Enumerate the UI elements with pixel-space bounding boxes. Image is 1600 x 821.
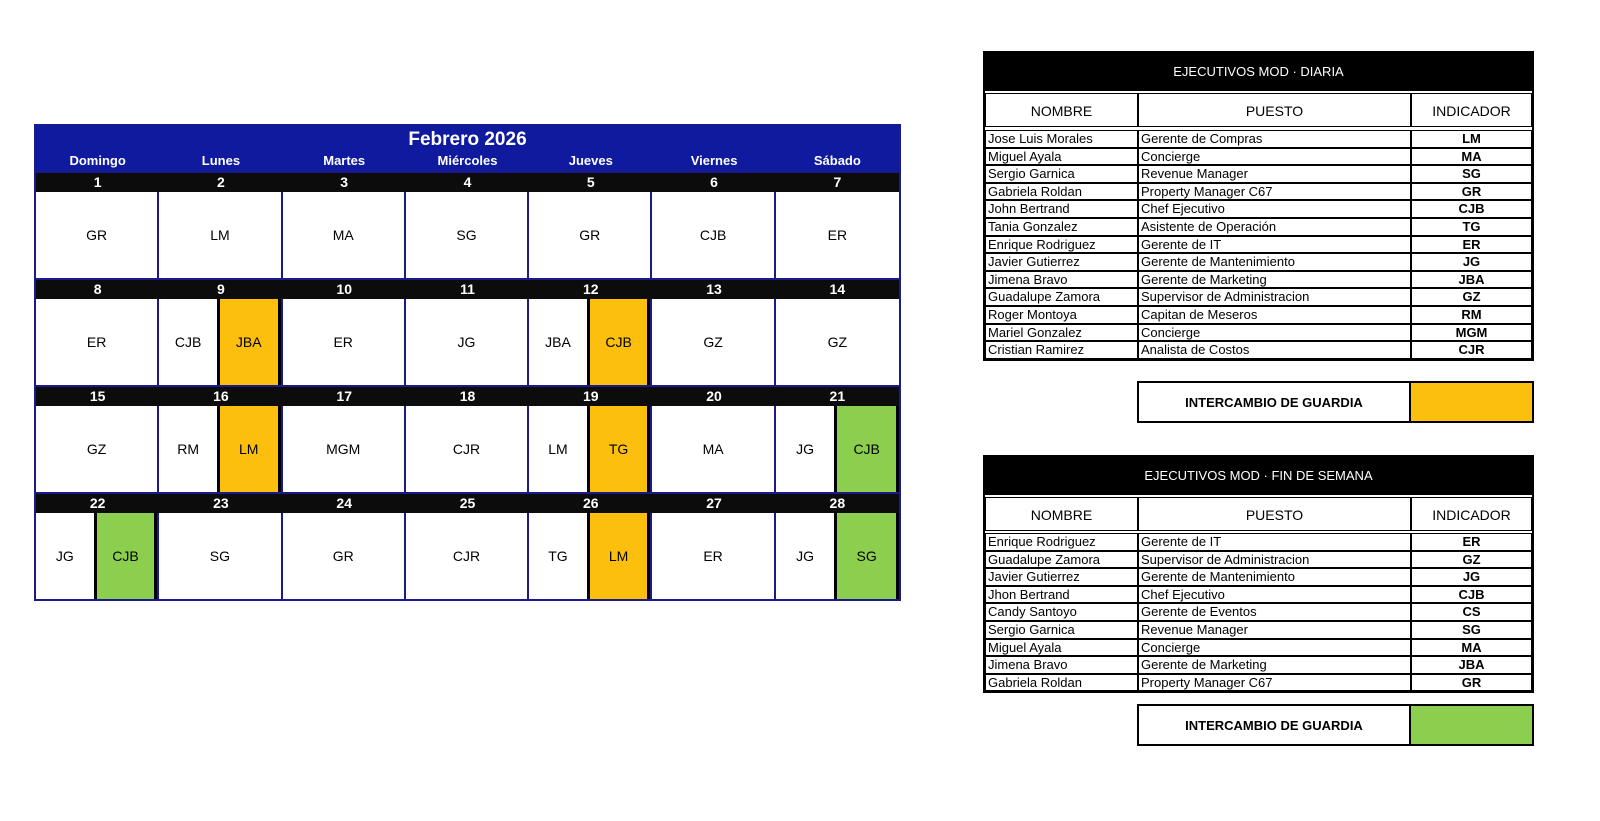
week-date-row bbox=[36, 492, 899, 513]
assignment: CJB bbox=[699, 227, 727, 243]
cell-indicador: SG bbox=[1411, 165, 1532, 183]
cell-nombre: Enrique Rodriguez bbox=[985, 236, 1138, 254]
cell-nombre: Tania Gonzalez bbox=[985, 218, 1138, 236]
table-row bbox=[985, 253, 1532, 271]
cell-nombre: Javier Gutierrez bbox=[985, 568, 1138, 586]
date-number: 26 bbox=[582, 495, 599, 511]
date-number: 2 bbox=[217, 174, 225, 190]
cell-puesto: Property Manager C67 bbox=[1138, 674, 1411, 692]
day-cell bbox=[36, 299, 159, 385]
cell-puesto: Revenue Manager bbox=[1138, 165, 1411, 183]
daily-table-title: EJECUTIVOS MOD · DIARIA bbox=[985, 53, 1532, 91]
assignment: GR bbox=[332, 548, 354, 564]
assignment: ER bbox=[703, 548, 723, 564]
cell-puesto: Gerente de Mantenimiento bbox=[1138, 253, 1411, 271]
swap-assignment: CJB bbox=[587, 299, 651, 385]
table-row bbox=[985, 568, 1532, 586]
cell-nombre: Gabriela Roldan bbox=[985, 674, 1138, 692]
cell-indicador: CS bbox=[1411, 603, 1532, 621]
assignment: LM bbox=[210, 227, 230, 243]
column-header-nombre: NOMBRE bbox=[985, 93, 1138, 127]
cell-indicador: GZ bbox=[1411, 288, 1532, 306]
cell-puesto: Gerente de Compras bbox=[1138, 130, 1411, 148]
table-row bbox=[985, 586, 1532, 604]
cell-nombre: Sergio Garnica bbox=[985, 165, 1138, 183]
cell-puesto: Supervisor de Administracion bbox=[1138, 288, 1411, 306]
table-row bbox=[985, 271, 1532, 289]
day-cell bbox=[652, 513, 775, 599]
column-header-puesto: PUESTO bbox=[1138, 497, 1411, 531]
date-number: 20 bbox=[706, 388, 722, 404]
swap-assignment: CJB bbox=[834, 406, 899, 492]
date-number: 28 bbox=[829, 495, 846, 511]
date-number: 10 bbox=[336, 281, 352, 297]
cell-indicador: ER bbox=[1411, 533, 1532, 551]
date-number: 8 bbox=[93, 281, 102, 297]
date-number: 11 bbox=[460, 281, 475, 297]
weekday-header-row bbox=[36, 153, 899, 171]
date-number: 13 bbox=[706, 281, 722, 297]
cell-indicador: JBA bbox=[1411, 656, 1532, 674]
cell-puesto: Concierge bbox=[1138, 639, 1411, 657]
date-number: 16 bbox=[213, 388, 229, 404]
weekday-label: Viernes bbox=[690, 153, 738, 168]
day-cell bbox=[776, 192, 899, 278]
cell-indicador: TG bbox=[1411, 218, 1532, 236]
weekend-executives-table bbox=[983, 455, 1534, 693]
cell-puesto: Analista de Costos bbox=[1138, 341, 1411, 359]
cell-puesto: Property Manager C67 bbox=[1138, 183, 1411, 201]
weekend-swap-legend bbox=[1137, 704, 1534, 746]
assignment: ER bbox=[333, 334, 353, 350]
cell-puesto: Asistente de Operación bbox=[1138, 218, 1411, 236]
date-number: 21 bbox=[829, 388, 846, 404]
day-cell bbox=[529, 299, 652, 385]
cell-indicador: LM bbox=[1411, 130, 1532, 148]
table-row bbox=[985, 288, 1532, 306]
cell-puesto: Gerente de Mantenimiento bbox=[1138, 568, 1411, 586]
cell-nombre: Jimena Bravo bbox=[985, 271, 1138, 289]
day-cell bbox=[159, 406, 282, 492]
day-cell bbox=[406, 406, 529, 492]
cell-puesto: Gerente de Marketing bbox=[1138, 656, 1411, 674]
cell-puesto: Gerente de IT bbox=[1138, 533, 1411, 551]
date-number: 14 bbox=[829, 281, 846, 297]
table-row bbox=[985, 551, 1532, 569]
day-cell bbox=[652, 406, 775, 492]
assignment: CJR bbox=[452, 548, 481, 564]
cell-indicador: JG bbox=[1411, 253, 1532, 271]
column-header-nombre: NOMBRE bbox=[985, 497, 1138, 531]
week-cells-row bbox=[36, 513, 899, 599]
cell-nombre: Cristian Ramirez bbox=[985, 341, 1138, 359]
cell-indicador: GZ bbox=[1411, 551, 1532, 569]
day-cell bbox=[36, 192, 159, 278]
legend-swatch-green bbox=[1409, 706, 1532, 744]
table-row bbox=[985, 148, 1532, 166]
day-cell bbox=[529, 513, 652, 599]
week-cells-row bbox=[36, 192, 899, 278]
day-cell bbox=[159, 299, 282, 385]
date-number: 1 bbox=[93, 174, 102, 190]
assignment: GZ bbox=[86, 441, 107, 457]
day-cell bbox=[283, 406, 406, 492]
table-row bbox=[985, 130, 1532, 148]
date-number: 9 bbox=[217, 281, 225, 297]
cell-indicador: MA bbox=[1411, 148, 1532, 166]
cell-indicador: MGM bbox=[1411, 324, 1532, 342]
date-number: 22 bbox=[89, 495, 106, 511]
date-number: 27 bbox=[706, 495, 722, 511]
cell-nombre: Guadalupe Zamora bbox=[985, 551, 1138, 569]
cell-nombre: Jhon Bertrand bbox=[985, 586, 1138, 604]
table-row bbox=[985, 341, 1532, 359]
cell-indicador: RM bbox=[1411, 306, 1532, 324]
weekday-label: Lunes bbox=[201, 153, 241, 168]
date-number: 4 bbox=[463, 174, 472, 190]
cell-indicador: CJB bbox=[1411, 586, 1532, 604]
table-row bbox=[985, 656, 1532, 674]
assignment: SG bbox=[456, 227, 477, 243]
daily-executives-table bbox=[983, 51, 1534, 361]
table-row bbox=[985, 183, 1532, 201]
cell-nombre: Roger Montoya bbox=[985, 306, 1138, 324]
daily-table-rows bbox=[985, 130, 1532, 359]
weekday-label: Miércoles bbox=[437, 153, 498, 168]
assignment: JG bbox=[796, 441, 814, 457]
week-date-row bbox=[36, 385, 899, 406]
assignment: MA bbox=[332, 227, 354, 243]
cell-puesto: Gerente de Marketing bbox=[1138, 271, 1411, 289]
table-row bbox=[985, 533, 1532, 551]
assignment: GZ bbox=[827, 334, 848, 350]
weekend-table-header bbox=[985, 497, 1532, 531]
table-row bbox=[985, 165, 1532, 183]
weekday-label: Sábado bbox=[813, 153, 861, 168]
cell-nombre: John Bertrand bbox=[985, 200, 1138, 218]
day-cell bbox=[652, 192, 775, 278]
cell-nombre: Miguel Ayala bbox=[985, 148, 1138, 166]
assignment: CJR bbox=[452, 441, 481, 457]
weekday-label: Jueves bbox=[568, 153, 613, 168]
assignment: GZ bbox=[703, 334, 723, 350]
assignment: LM bbox=[548, 441, 568, 457]
cell-puesto: Revenue Manager bbox=[1138, 621, 1411, 639]
cell-puesto: Chef Ejecutivo bbox=[1138, 586, 1411, 604]
cell-nombre: Gabriela Roldan bbox=[985, 183, 1138, 201]
assignment: MGM bbox=[326, 441, 361, 457]
assignment: RM bbox=[177, 441, 199, 457]
day-cell bbox=[283, 192, 406, 278]
cell-indicador: GR bbox=[1411, 183, 1532, 201]
assignment: ER bbox=[86, 334, 107, 350]
day-cell bbox=[283, 299, 406, 385]
cell-nombre: Sergio Garnica bbox=[985, 621, 1138, 639]
assignment: TG bbox=[548, 548, 568, 564]
cell-indicador: ER bbox=[1411, 236, 1532, 254]
cell-puesto: Capitan de Meseros bbox=[1138, 306, 1411, 324]
calendar-header bbox=[36, 126, 899, 171]
date-number: 15 bbox=[89, 388, 106, 404]
weekday-label: Domingo bbox=[69, 153, 126, 168]
day-cell bbox=[776, 406, 899, 492]
cell-indicador: CJR bbox=[1411, 341, 1532, 359]
date-number: 23 bbox=[213, 495, 229, 511]
date-number: 5 bbox=[586, 174, 595, 190]
day-cell bbox=[36, 513, 159, 599]
date-number: 12 bbox=[582, 281, 599, 297]
assignment: JG bbox=[796, 548, 814, 564]
assignment: MA bbox=[702, 441, 724, 457]
date-number: 17 bbox=[336, 388, 352, 404]
column-header-indicador: INDICADOR bbox=[1411, 497, 1532, 531]
day-cell bbox=[529, 406, 652, 492]
column-header-puesto: PUESTO bbox=[1138, 93, 1411, 127]
daily-swap-legend bbox=[1137, 381, 1534, 423]
swap-assignment: LM bbox=[217, 406, 281, 492]
cell-nombre: Jose Luis Morales bbox=[985, 130, 1138, 148]
cell-nombre: Enrique Rodriguez bbox=[985, 533, 1138, 551]
legend-swatch-orange bbox=[1409, 383, 1532, 421]
date-number: 3 bbox=[340, 174, 349, 190]
calendar-weeks bbox=[36, 171, 899, 599]
calendar bbox=[34, 124, 901, 601]
assignment: JG bbox=[457, 334, 476, 350]
week-date-row bbox=[36, 278, 899, 299]
date-number: 24 bbox=[336, 495, 352, 511]
cell-indicador: JBA bbox=[1411, 271, 1532, 289]
date-number: 19 bbox=[582, 388, 599, 404]
cell-puesto: Supervisor de Administracion bbox=[1138, 551, 1411, 569]
day-cell bbox=[776, 513, 899, 599]
day-cell bbox=[406, 299, 529, 385]
day-cell bbox=[406, 192, 529, 278]
day-cell bbox=[406, 513, 529, 599]
week-cells-row bbox=[36, 406, 899, 492]
cell-puesto: Chef Ejecutivo bbox=[1138, 200, 1411, 218]
cell-puesto: Gerente de IT bbox=[1138, 236, 1411, 254]
table-row bbox=[985, 306, 1532, 324]
cell-nombre: Mariel Gonzalez bbox=[985, 324, 1138, 342]
cell-nombre: Guadalupe Zamora bbox=[985, 288, 1138, 306]
cell-indicador: SG bbox=[1411, 621, 1532, 639]
daily-table-header bbox=[985, 93, 1532, 127]
legend-label: INTERCAMBIO DE GUARDIA bbox=[1185, 394, 1363, 410]
table-row bbox=[985, 603, 1532, 621]
day-cell bbox=[776, 299, 899, 385]
cell-nombre: Javier Gutierrez bbox=[985, 253, 1138, 271]
swap-assignment: SG bbox=[834, 513, 899, 599]
date-number: 18 bbox=[459, 388, 476, 404]
legend-label: INTERCAMBIO DE GUARDIA bbox=[1185, 717, 1363, 733]
date-number: 25 bbox=[459, 495, 476, 511]
table-row bbox=[985, 218, 1532, 236]
swap-assignment: LM bbox=[587, 513, 651, 599]
weekend-table-title: EJECUTIVOS MOD · FIN DE SEMANA bbox=[985, 457, 1532, 495]
day-cell bbox=[283, 513, 406, 599]
cell-indicador: CJB bbox=[1411, 200, 1532, 218]
assignment: GR bbox=[579, 227, 601, 243]
table-row bbox=[985, 324, 1532, 342]
table-row bbox=[985, 236, 1532, 254]
cell-indicador: GR bbox=[1411, 674, 1532, 692]
weekend-table-rows bbox=[985, 533, 1532, 691]
cell-indicador: MA bbox=[1411, 639, 1532, 657]
date-number: 7 bbox=[833, 174, 842, 190]
day-cell bbox=[159, 513, 282, 599]
day-cell bbox=[652, 299, 775, 385]
swap-assignment: JBA bbox=[217, 299, 281, 385]
table-row bbox=[985, 200, 1532, 218]
day-cell bbox=[529, 192, 652, 278]
column-header-indicador: INDICADOR bbox=[1411, 93, 1532, 127]
day-cell bbox=[159, 192, 282, 278]
swap-assignment: TG bbox=[587, 406, 651, 492]
date-number: 6 bbox=[710, 174, 718, 190]
cell-puesto: Concierge bbox=[1138, 324, 1411, 342]
cell-puesto: Concierge bbox=[1138, 148, 1411, 166]
assignment: CJB bbox=[174, 334, 202, 350]
cell-indicador: JG bbox=[1411, 568, 1532, 586]
assignment: JBA bbox=[545, 334, 571, 350]
swap-assignment: CJB bbox=[94, 513, 158, 599]
assignment: GR bbox=[86, 227, 108, 243]
week-date-row bbox=[36, 171, 899, 192]
table-row bbox=[985, 639, 1532, 657]
calendar-title: Febrero 2026 bbox=[408, 129, 527, 150]
assignment: SG bbox=[209, 548, 231, 564]
table-row bbox=[985, 674, 1532, 692]
day-cell bbox=[36, 406, 159, 492]
cell-nombre: Miguel Ayala bbox=[985, 639, 1138, 657]
week-cells-row bbox=[36, 299, 899, 385]
cell-nombre: Candy Santoyo bbox=[985, 603, 1138, 621]
assignment: ER bbox=[827, 227, 848, 243]
weekday-label: Martes bbox=[323, 153, 366, 168]
table-row bbox=[985, 621, 1532, 639]
cell-puesto: Gerente de Eventos bbox=[1138, 603, 1411, 621]
cell-nombre: Jimena Bravo bbox=[985, 656, 1138, 674]
assignment: JG bbox=[55, 548, 74, 564]
